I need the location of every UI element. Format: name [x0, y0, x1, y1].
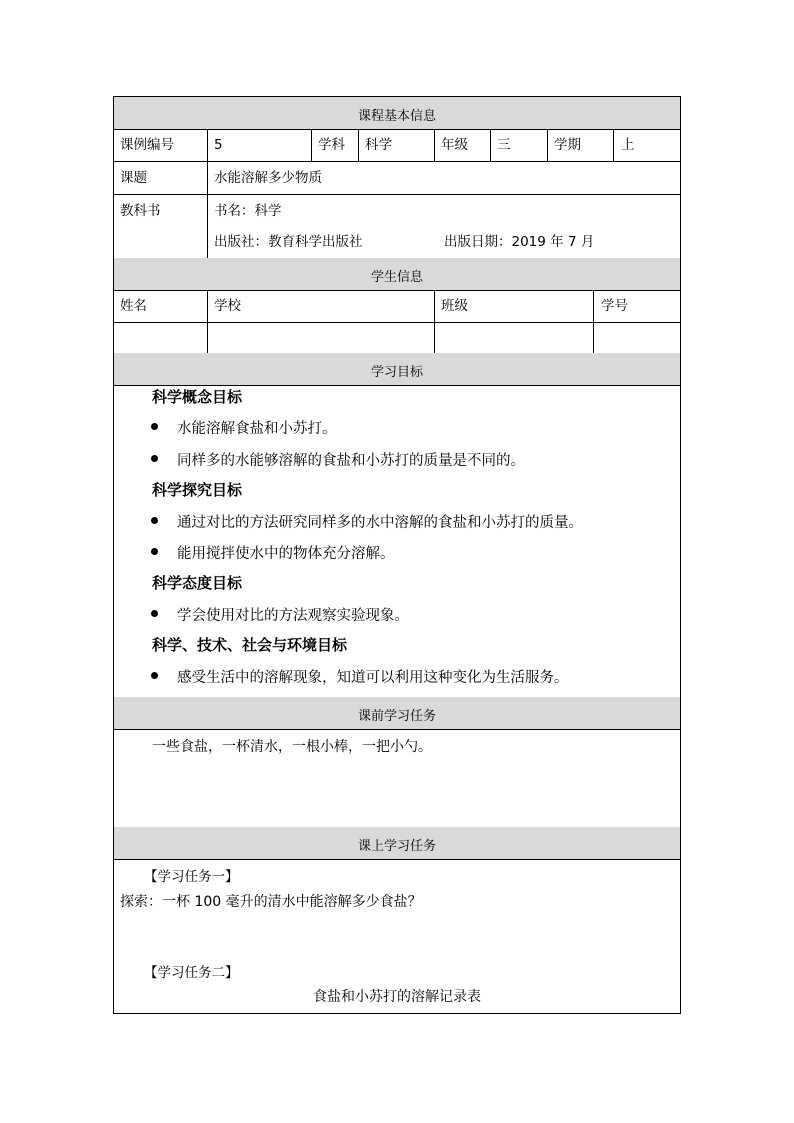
- in-class-header: 课上学习任务: [357, 839, 436, 854]
- bullet-dot: [151, 517, 158, 524]
- task1-text: 探索：一杯 100 毫升的清水中能溶解多少食盐？: [120, 894, 422, 910]
- school-label: 学校: [214, 298, 241, 314]
- column-divider: [490, 129, 491, 161]
- task1-title: 【学习任务一】: [144, 869, 239, 885]
- student-id-label: 学号: [601, 298, 628, 314]
- column-divider: [434, 129, 435, 161]
- class-label: 班级: [441, 298, 468, 314]
- row-divider: [114, 194, 680, 195]
- bullet-dot: [151, 672, 158, 679]
- row-divider: [114, 729, 680, 730]
- pre-class-header: 课前学习任务: [357, 709, 436, 724]
- topic-label: 课题: [120, 170, 147, 186]
- sts-goal-heading: 科学、技术、社会与环境目标: [152, 636, 348, 654]
- row-divider: [114, 859, 680, 860]
- subject-label: 学科: [318, 137, 345, 153]
- case-number-value: 5: [214, 137, 223, 153]
- book-name: 书名：科学: [214, 203, 282, 219]
- row-divider: [114, 290, 680, 291]
- learning-goals-header: 学习目标: [370, 365, 423, 380]
- concept-goal-item: 同样多的水能够溶解的食盐和小苏打的质量是不同的。: [177, 449, 525, 470]
- sts-goal-item: 感受生活中的溶解现象，知道可以利用这种变化为生活服务。: [177, 666, 569, 687]
- column-divider: [613, 129, 614, 161]
- bullet-dot: [151, 455, 158, 462]
- name-label: 姓名: [120, 298, 147, 314]
- column-divider: [207, 194, 208, 258]
- subject-value: 科学: [365, 137, 392, 153]
- grade-value: 三: [497, 137, 511, 153]
- basic-info-header: 课程基本信息: [357, 109, 436, 124]
- inquiry-goal-heading: 科学探究目标: [152, 481, 243, 499]
- grade-label: 年级: [441, 137, 468, 153]
- inquiry-goal-item: 通过对比的方法研究同样多的水中溶解的食盐和小苏打的质量。: [177, 511, 583, 532]
- student-info-header: 学生信息: [370, 270, 423, 285]
- task2-title: 【学习任务二】: [144, 965, 239, 981]
- task2-caption: 食盐和小苏打的溶解记录表: [313, 989, 481, 1005]
- publish-date: 出版日期：2019 年 7 月: [444, 234, 595, 250]
- pre-class-materials: 一些食盐，一杯清水，一根小棒，一把小勺。: [152, 739, 432, 755]
- case-number-label: 课例编号: [120, 137, 174, 153]
- concept-goal-item: 水能溶解食盐和小苏打。: [177, 417, 337, 438]
- semester-label: 学期: [554, 137, 581, 153]
- concept-goal-heading: 科学概念目标: [152, 388, 243, 406]
- topic-value: 水能溶解多少物质: [214, 170, 322, 186]
- lesson-plan-table: [113, 96, 681, 1014]
- publisher: 出版社：教育科学出版社: [214, 234, 363, 250]
- row-divider: [114, 322, 680, 323]
- bullet-dot: [151, 610, 158, 617]
- column-divider: [311, 129, 312, 161]
- attitude-goal-heading: 科学态度目标: [152, 574, 243, 592]
- bullet-dot: [151, 548, 158, 555]
- textbook-label: 教科书: [120, 203, 161, 219]
- inquiry-goal-item: 能用搅拌使水中的物体充分溶解。: [177, 542, 395, 563]
- column-divider: [547, 129, 548, 161]
- column-divider: [358, 129, 359, 161]
- attitude-goal-item: 学会使用对比的方法观察实验现象。: [177, 604, 409, 625]
- row-divider: [114, 129, 680, 130]
- semester-value: 上: [621, 137, 635, 153]
- row-divider: [114, 161, 680, 162]
- bullet-dot: [151, 423, 158, 430]
